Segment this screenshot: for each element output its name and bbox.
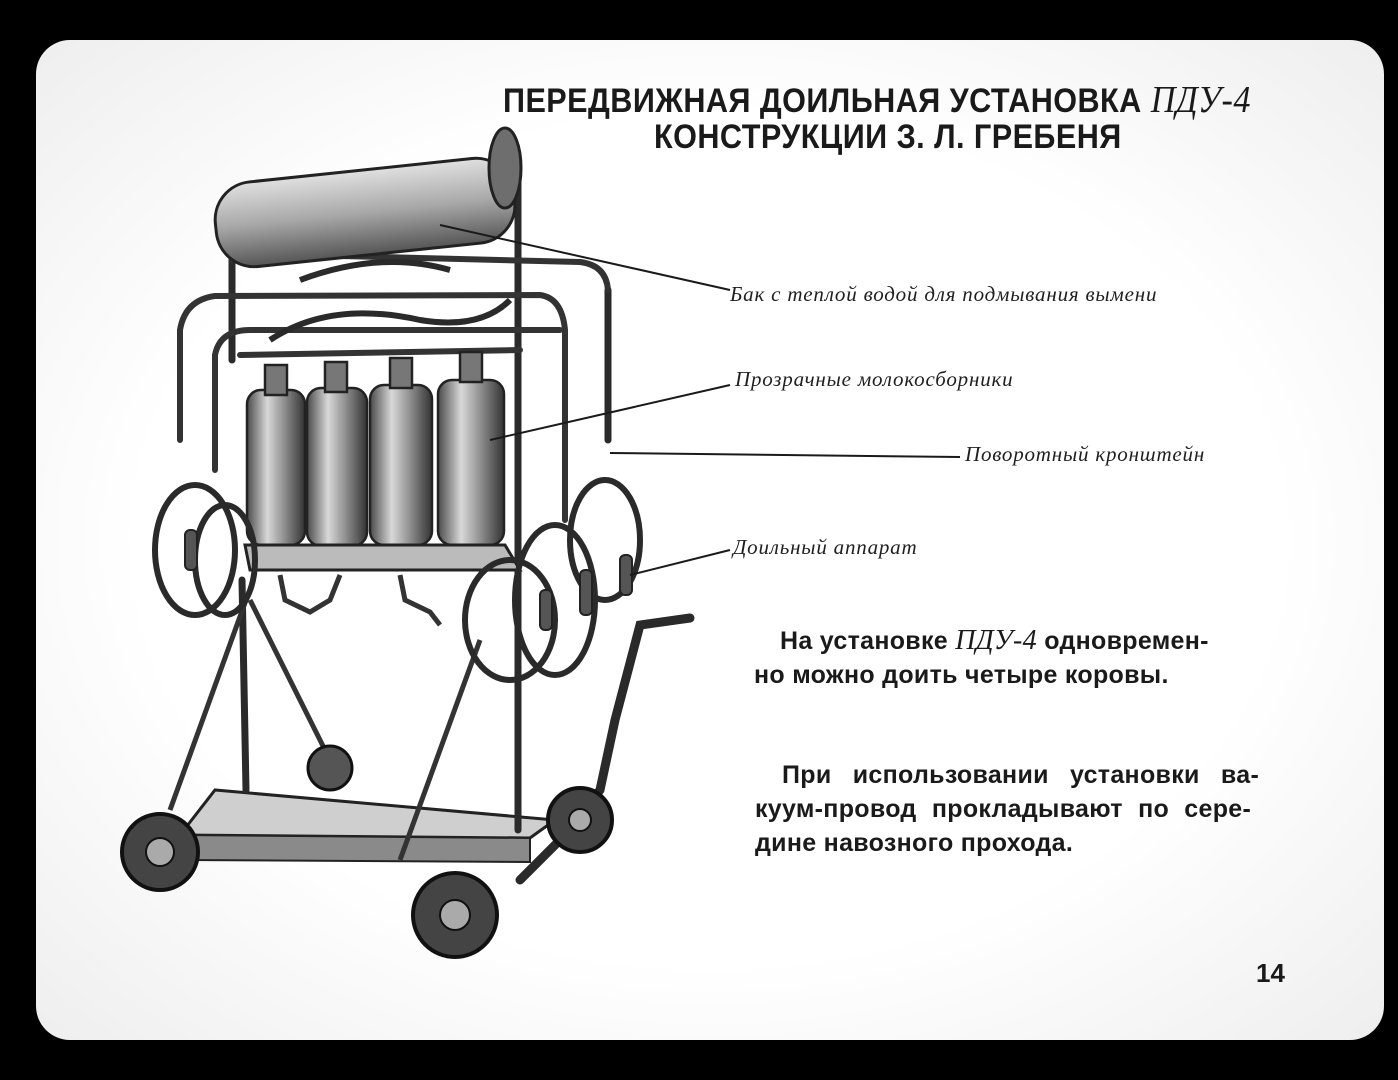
warm-water-tank <box>211 128 521 270</box>
paragraph-vacuum-line1: При использовании установки ва- <box>782 761 1260 789</box>
paragraph-vacuum-line3: дине навозного прохода. <box>755 829 1074 857</box>
title-prefix: ПЕРЕДВИЖНАЯ ДОИЛЬНАЯ УСТАНОВКА <box>503 82 1142 120</box>
callout-bracket: Поворотный кронштейн <box>965 442 1206 466</box>
page-number: 14 <box>1256 958 1285 988</box>
title-model: ПДУ-4 <box>1150 79 1251 121</box>
paragraph-capacity-line2: но можно доить четыре коровы. <box>754 661 1169 689</box>
paragraph-capacity-line1: На установке ПДУ-4 одновремен- <box>780 625 1209 656</box>
paragraph-vacuum <box>755 758 1259 860</box>
paragraph-vacuum-line2: куум-провод прокладывают по сере- <box>755 795 1252 823</box>
milk-collectors <box>247 352 504 546</box>
paragraph-model: ПДУ-4 <box>955 625 1037 656</box>
paragraph-capacity <box>754 624 1209 692</box>
callout-collectors: Прозрачные молокосборники <box>735 367 1014 391</box>
title-subtitle: КОНСТРУКЦИИ З. Л. ГРЕБЕНЯ <box>654 118 1122 156</box>
callout-tank: Бак с теплой водой для подмывания вымени <box>730 282 1158 306</box>
callout-milking-unit: Доильный аппарат <box>733 535 918 559</box>
bottom-platform <box>180 790 555 838</box>
